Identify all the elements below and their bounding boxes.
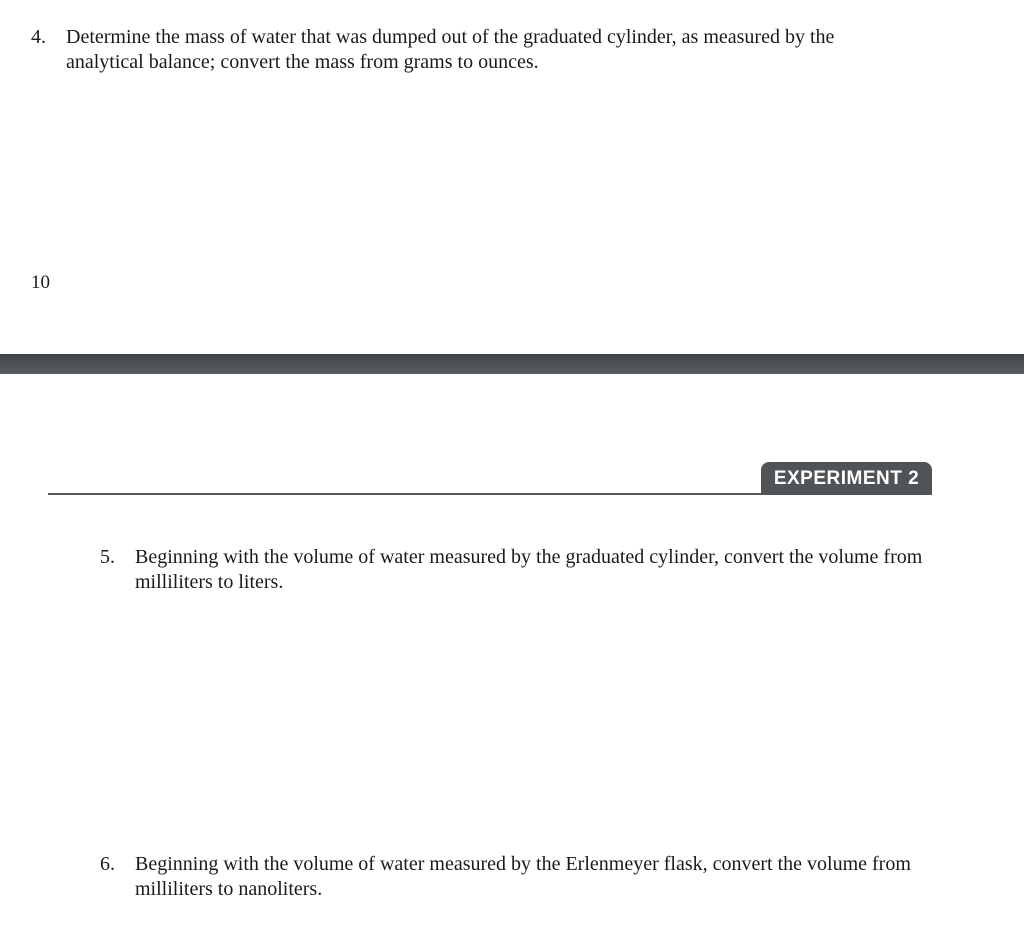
question-4 [31, 25, 911, 75]
question-number: 5. [100, 546, 115, 568]
question-number: 6. [100, 853, 115, 875]
page-number: 10 [31, 272, 50, 293]
question-text: Beginning with the volume of water measured by the Erlenmeyer flask, convert the volume from milliliters to nanoliters. [135, 853, 911, 900]
section-badge: EXPERIMENT 2 [761, 462, 932, 495]
question-text: Beginning with the volume of water measured by the graduated cylinder, convert the volume from milliliters to liters. [135, 546, 923, 593]
question-5 [100, 545, 960, 595]
question-number: 4. [31, 26, 46, 48]
question-text: Determine the mass of water that was dumped out of the graduated cylinder, as measured by the analytical balance; convert the mass from grams to ounces. [66, 26, 835, 73]
page-divider [0, 354, 1024, 374]
question-6 [100, 852, 960, 902]
